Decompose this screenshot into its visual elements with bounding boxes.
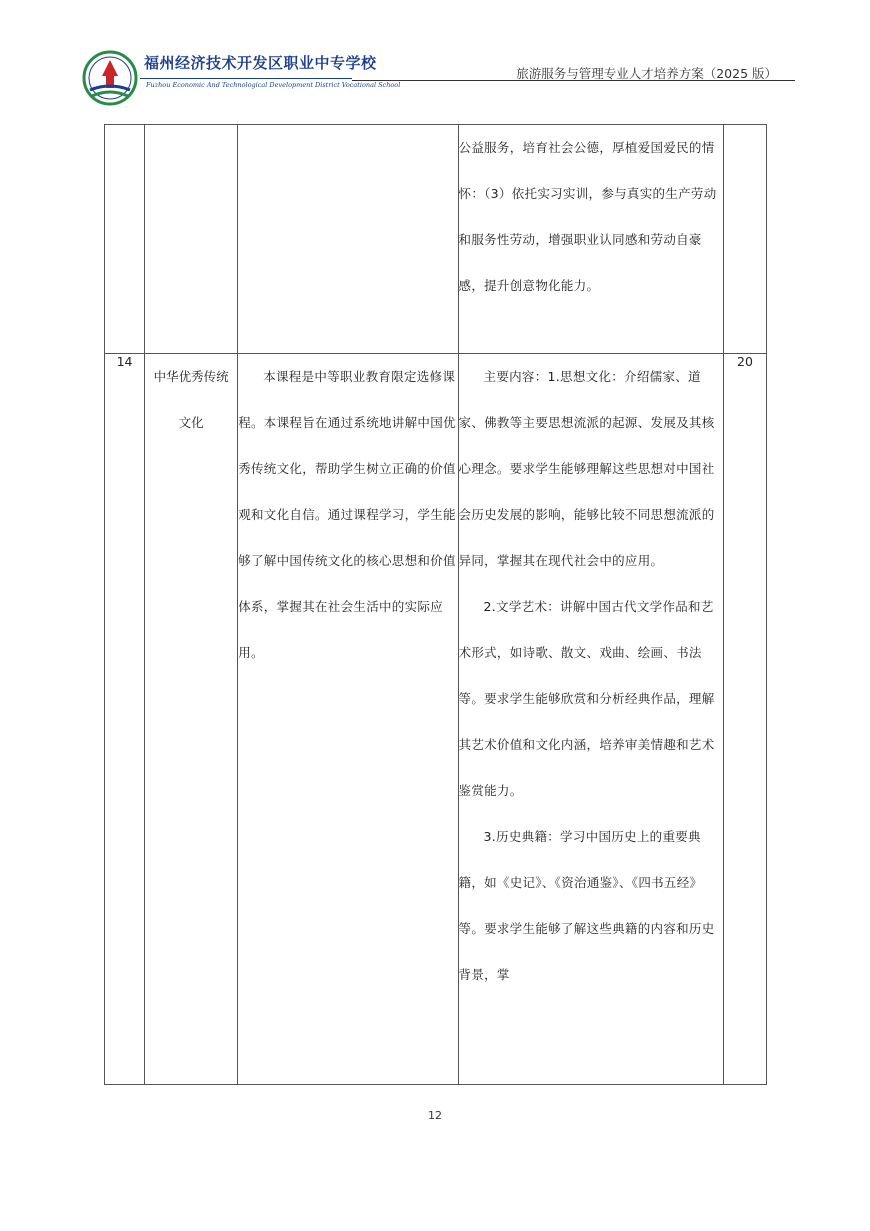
- page-header: [80, 46, 795, 106]
- course-name-cell: [145, 125, 238, 354]
- header-divider: [352, 80, 795, 81]
- school-name-cn: 福州经济技术开发区职业中专学校: [144, 54, 377, 72]
- course-name: 中华优秀传统文化: [153, 369, 229, 430]
- content-paragraph: 公益服务，培育社会公德，厚植爱国爱民的情怀：（3）依托实习实训，参与真实的生产劳动和服务性劳动，增强职业认同感和劳动自豪感，提升创意物化能力。: [458, 140, 717, 293]
- content-paragraph: 2.文学艺术：讲解中国古代文学作品和艺术形式，如诗歌、散文、戏曲、绘画、书法等。要求学生能够欣赏和分析经典作品，理解其艺术价值和文化内涵，培养审美情趣和艺术鉴赏能力。: [458, 599, 715, 798]
- content-paragraph: 主要内容：1.思想文化：介绍儒家、道家、佛教等主要思想流派的起源、发展及其核心理念。要求学生能够理解这些思想对中国社会历史发展的影响，能够比较不同思想流派的异同，掌握其在现代社会中的应用。: [458, 369, 715, 568]
- course-objective-cell: [238, 125, 458, 354]
- row-number-cell: 14: [105, 354, 145, 1085]
- page-number: 12: [428, 1109, 442, 1122]
- school-logo-icon: [82, 50, 138, 106]
- content-paragraph: 3.历史典籍：学习中国历史上的重要典籍，如《史记》、《资治通鉴》、《四书五经》等。要求学生能够了解这些典籍的内容和历史背景，掌: [458, 829, 715, 982]
- objective-paragraph: 本课程是中等职业教育限定选修课程。本课程旨在通过系统地讲解中国优秀传统文化，帮助学生树立正确的价值观和文化自信。通过课程学习，学生能够了解中国传统文化的核心思想和价值体系，掌握其在社会生活中的实际应用。: [238, 369, 456, 660]
- document-title: 旅游服务与管理专业人才培养方案（2025 版）: [516, 66, 777, 81]
- hours-cell: 20: [723, 354, 766, 1085]
- hours-cell: [723, 125, 766, 354]
- course-content-cell: [458, 125, 723, 354]
- table-row: [105, 125, 767, 354]
- school-name-underline: [140, 78, 352, 79]
- curriculum-table: [104, 124, 767, 1085]
- row-number-cell: [105, 125, 145, 354]
- course-objective-cell: [238, 354, 458, 1085]
- course-name-cell: [145, 354, 238, 1085]
- table-row: [105, 354, 767, 1085]
- course-content-cell: [458, 354, 723, 1085]
- school-name-en: Fuzhou Economic And Technological Development District Vocational School: [146, 81, 401, 89]
